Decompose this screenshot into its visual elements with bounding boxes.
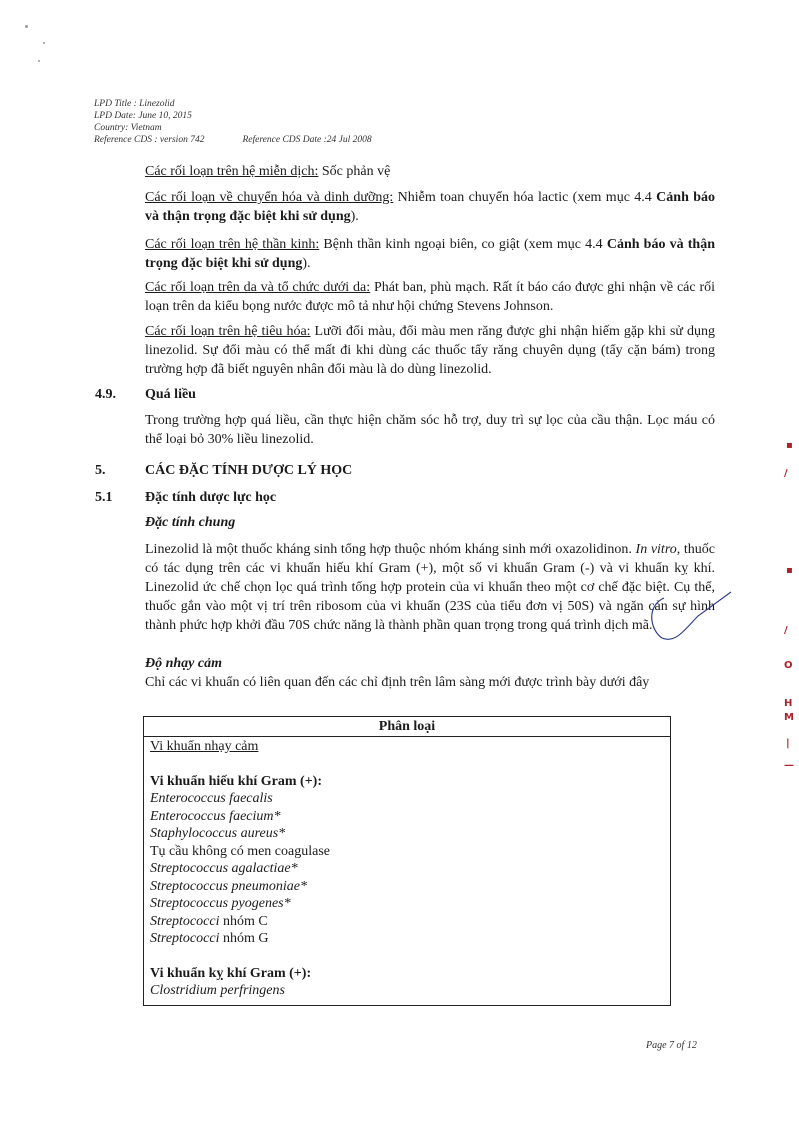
stamp-fragment: / (784, 625, 788, 636)
lpd-date: LPD Date: June 10, 2015 (94, 111, 192, 121)
general-text-2: , thuốc có tác dụng trên các vi khuẩn hiếu khí Gram (+), một số vi khuẩn Gram (-) và vi khuẩn kỵ khí. Linezolid ức chế chọn lọc quá trình tổng hợp protein của vi khuẩn theo một cơ chế đặc biệt. Cụ thể, thuốc gắn vào một vị trí trên ribosom của vi khuẩn (23S của tiểu đơn vị 50S) và ngăn cản sự hình thành phức hợp khởi đầu 70S chức năng là thành phần quan trọng trong quá trình dịch mã. (145, 542, 715, 633)
stamp-fragment: — (784, 760, 794, 771)
table-row: Streptococcus agalactiae* (150, 861, 298, 876)
scan-speck (25, 25, 28, 28)
group-aerobic-gram-positive: Vi khuẩn hiếu khí Gram (+): (150, 773, 322, 789)
table-body (144, 737, 670, 1000)
general-text-1: Linezolid là một thuốc kháng sinh tổng hợp thuộc nhóm kháng sinh mới oxazolidinon. (145, 542, 636, 557)
stamp-fragment: | (786, 738, 790, 749)
group-anaerobic-gram-positive: Vi khuẩn kỵ khí Gram (+): (150, 965, 312, 981)
adverse-nervous-label: Các rối loạn trên hệ thần kinh: (145, 237, 320, 252)
reference-cds-line (94, 134, 372, 146)
lpd-title: LPD Title : Linezolid (94, 99, 175, 109)
table-row: Clostridium perfringens (150, 983, 285, 998)
adverse-nervous-ref: Cảnh báo và thận trọng đặc biệt khi sử dụng (145, 237, 716, 271)
table-row (150, 913, 670, 931)
adverse-immune-label: Các rối loạn trên hệ miễn dịch: (145, 164, 319, 179)
section-5-title: CÁC ĐẶC TÍNH DƯỢC LÝ HỌC (145, 463, 353, 478)
adverse-metabolism (145, 188, 715, 226)
country: Country: Vietnam (94, 123, 162, 133)
group-label: nhóm G (219, 931, 269, 946)
section-5-number: 5. (95, 463, 106, 478)
table-row: Streptococcus pneumoniae* (150, 878, 307, 894)
sensitivity-text: Chỉ các vi khuẩn có liên quan đến các chỉ định trên lâm sàng mới được trình bày dưới đây (145, 675, 650, 690)
section-5-1-title: Đặc tính dược lực học (145, 490, 277, 505)
adverse-nervous-text: Bệnh thần kinh ngoại biên, co giật (xem mục 4.4 (319, 237, 607, 252)
adverse-nervous (145, 235, 715, 273)
general-in-vitro: In vitro (635, 542, 677, 557)
document-header (94, 98, 372, 146)
adverse-gi-label: Các rối loạn trên hệ tiêu hóa: (145, 324, 311, 339)
general-heading: Đặc tính chung (145, 515, 236, 530)
table-row: Enterococcus faecium* (150, 808, 281, 824)
pen-mark (636, 588, 736, 658)
stamp-fragment: / (784, 468, 788, 479)
stamp-fragment: ▪ (786, 565, 793, 576)
adverse-metabolism-label: Các rối loạn về chuyển hóa và dinh dưỡng: (145, 190, 394, 205)
reference-cds: Reference CDS : version 742 (94, 135, 205, 145)
adverse-gi (145, 322, 715, 379)
page-number: Page 7 of 12 (646, 1040, 697, 1051)
stamp-fragment: H (784, 698, 793, 709)
adverse-metabolism-text: Nhiễm toan chuyển hóa lactic (xem mục 4.4 (393, 190, 657, 205)
scan-speck (38, 60, 40, 62)
sensitivity-heading: Độ nhạy cảm (145, 656, 222, 671)
scan-speck (43, 42, 45, 44)
table-row: Staphylococcus aureus* (150, 826, 286, 841)
group-label: nhóm C (219, 913, 268, 929)
adverse-immune (145, 162, 715, 181)
classification-table (143, 716, 671, 1006)
section-5-1-number: 5.1 (95, 490, 113, 505)
table-row (150, 930, 670, 948)
table-row: Tụ cầu không có men coagulase (150, 843, 330, 859)
overdose-text: Trong trường hợp quá liều, cần thực hiện chăm sóc hỗ trợ, duy trì sự lọc của cầu thận. Lọc máu có thể loại bỏ 30% liều linezolid. (145, 413, 715, 447)
section-4-9-title: Quá liều (145, 387, 196, 402)
adverse-gi-text: Lưỡi đổi màu, đổi màu men răng được ghi nhận hiếm gặp khi sử dụng linezolid. Sự đổi màu có thể mất đi khi dùng các thuốc tẩy răng chuyên dụng (tẩy cặn bám) trong trường hợp đã biết nguyên nhân đổi màu là do dùng linezolid. (145, 324, 715, 377)
table-subheader: Vi khuẩn nhạy cảm (150, 739, 259, 754)
stamp-fragment: M (784, 712, 794, 723)
adverse-metabolism-ref: Cảnh báo và thận trọng đặc biệt khi sử dụng (145, 190, 716, 224)
general-text (145, 540, 715, 635)
section-4-9-number: 4.9. (95, 387, 116, 402)
table-row: Enterococcus faecalis (150, 791, 273, 806)
adverse-skin (145, 278, 715, 316)
streptococci-label: Streptococci (150, 913, 220, 929)
adverse-skin-label: Các rối loạn trên da và tổ chức dưới da: (145, 280, 371, 295)
streptococci-label: Streptococci (150, 931, 220, 946)
stamp-fragment: O (784, 660, 793, 671)
adverse-nervous-end: ). (302, 256, 311, 271)
adverse-immune-text: Sốc phản vệ (318, 164, 391, 179)
stamp-fragment: ▪ (786, 440, 793, 451)
reference-cds-date: Reference CDS Date :24 Jul 2008 (242, 135, 372, 145)
table-row: Streptococcus pyogenes* (150, 896, 291, 911)
adverse-skin-text: Phát ban, phù mạch. Rất ít báo cáo được ghi nhận về các rối loạn trên da kiểu bọng nước được mô tả như hội chứng Stevens Johnson. (145, 280, 715, 314)
adverse-metabolism-end: ). (350, 209, 359, 224)
table-header: Phân loại (144, 717, 670, 737)
